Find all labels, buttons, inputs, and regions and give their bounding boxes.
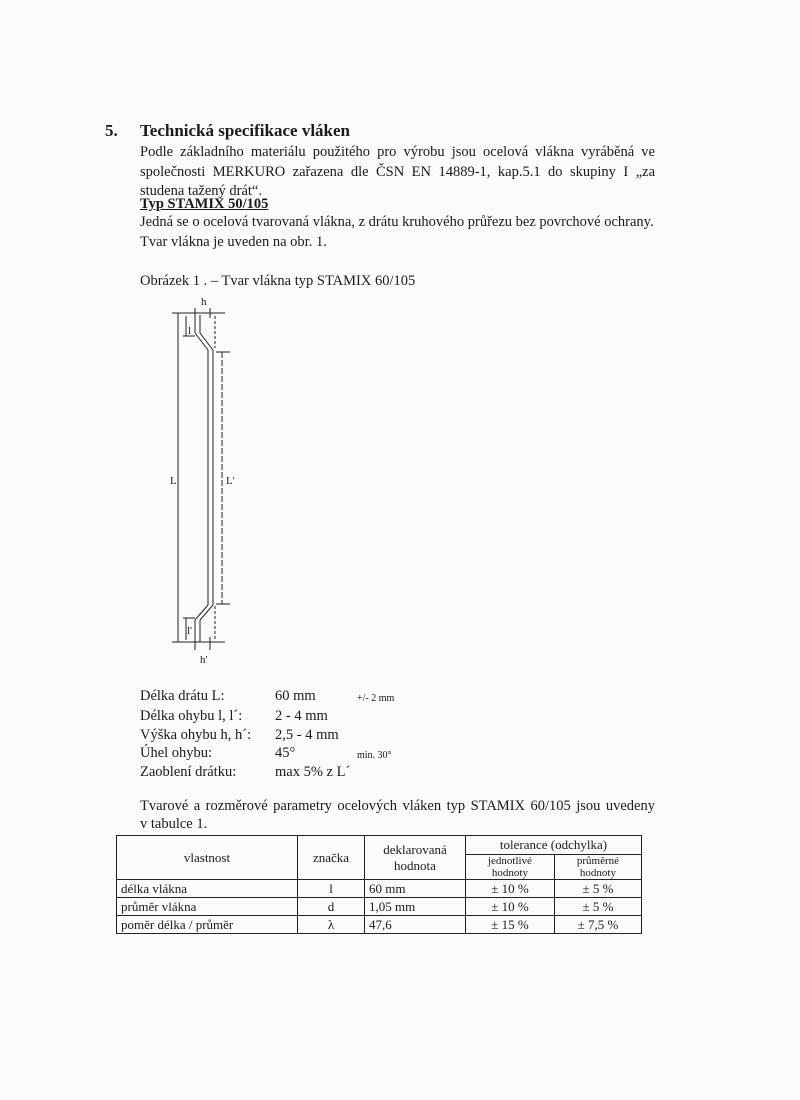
intro-line: společnosti MERKURO zařazena dle ČSN EN 14889-1, kap.5.1 do skupiny I „za: [140, 163, 655, 180]
spec-value: max 5% z L´: [275, 764, 351, 780]
cell-symbol: λ: [298, 916, 365, 934]
table-row: [117, 898, 642, 916]
tolerance-table: [116, 835, 642, 934]
cell-declared: 47,6: [365, 916, 466, 934]
label-l: l: [188, 325, 192, 337]
header-declared: deklarovaná hodnota: [365, 836, 466, 880]
cell-symbol: d: [298, 898, 365, 916]
label-L-prime: L': [226, 475, 235, 487]
table-row: [117, 916, 642, 934]
type-desc-line: Jedná se o ocelová tvarovaná vlákna, z drátu kruhového průřezu bez povrchové ochrany.: [140, 214, 654, 230]
section-title: Technická specifikace vláken: [140, 121, 350, 140]
spec-label: Délka drátu L:: [140, 688, 225, 704]
label-l-prime: l': [187, 625, 193, 637]
intro-line: Podle základního materiálu použitého pro výrobu jsou ocelová vlákna vyráběná ve: [140, 144, 655, 160]
cell-declared: 60 mm: [365, 880, 466, 898]
header-individual: jednotlivé hodnoty: [466, 855, 555, 880]
spec-label: Délka ohybu l, l´:: [140, 708, 243, 724]
table-intro-line: v tabulce 1.: [140, 816, 208, 832]
spec-value: 45°: [275, 745, 296, 761]
label-h: h: [201, 296, 207, 308]
figure-caption: Obrázek 1 . – Tvar vlákna typ STAMIX 60/105: [140, 273, 416, 289]
spec-label: Výška ohybu h, h´:: [140, 727, 252, 743]
label-h-prime: h': [200, 654, 208, 666]
cell-declared: 1,05 mm: [365, 898, 466, 916]
header-tolerance: tolerance (odchylka): [466, 836, 642, 855]
section-number: 5.: [105, 121, 118, 140]
spec-value: 60 mm: [275, 688, 316, 704]
intro-line: studena tažený drát“.: [140, 183, 262, 199]
cell-property: průměr vlákna: [117, 898, 298, 916]
cell-individual: ± 15 %: [466, 916, 555, 934]
cell-average: ± 7,5 %: [554, 916, 641, 934]
cell-property: délka vlákna: [117, 880, 298, 898]
header-property: vlastnost: [117, 836, 298, 880]
cell-average: ± 5 %: [554, 880, 641, 898]
label-L: L: [170, 475, 177, 487]
spec-note: min. 30°: [357, 750, 392, 761]
table-row: [117, 880, 642, 898]
header-symbol: značka: [298, 836, 365, 880]
spec-value: 2,5 - 4 mm: [275, 727, 339, 743]
header-average: průměrné hodnoty: [554, 855, 641, 880]
cell-property: poměr délka / průměr: [117, 916, 298, 934]
spec-value: 2 - 4 mm: [275, 708, 328, 724]
spec-label: Úhel ohybu:: [140, 745, 213, 761]
table-intro-line: Tvarové a rozměrové parametry ocelových vláken typ STAMIX 60/105 jsou uvedeny: [140, 798, 655, 814]
cell-individual: ± 10 %: [466, 880, 555, 898]
cell-individual: ± 10 %: [466, 898, 555, 916]
type-desc-line: Tvar vlákna je uveden na obr. 1.: [140, 233, 327, 250]
spec-label: Zaoblení drátku:: [140, 764, 237, 780]
cell-symbol: l: [298, 880, 365, 898]
type-heading: Typ STAMIX 50/105: [140, 196, 269, 212]
cell-average: ± 5 %: [554, 898, 641, 916]
spec-note: +/- 2 mm: [357, 693, 395, 704]
